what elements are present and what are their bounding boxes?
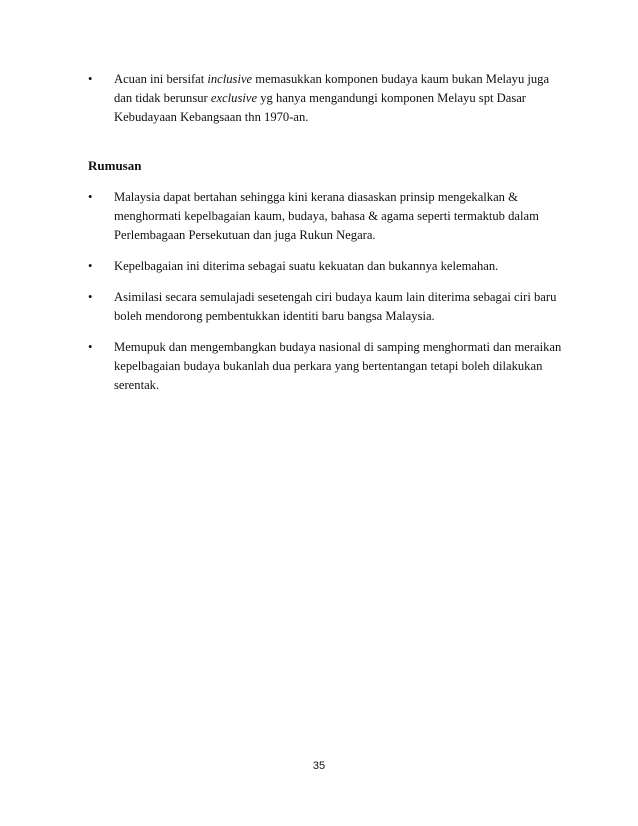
section-heading: Rumusan xyxy=(88,158,142,173)
bullet-text: Malaysia dapat bertahan sehingga kini kerana diasaskan prinsip mengekalkan & menghormati kepelbagaian kaum, budaya, bahasa & agama seperti termaktub dalam Perlembagaan Persekutuan dan juga Rukun Negara. xyxy=(114,190,539,242)
list-item xyxy=(88,257,568,276)
summary-bullet-list xyxy=(88,188,568,407)
text-segment: Acuan ini bersifat xyxy=(114,72,208,86)
list-item xyxy=(88,70,568,127)
bullet-icon: • xyxy=(88,259,93,273)
italic-term: exclusive xyxy=(210,91,258,105)
bullet-text: Asimilasi secara semulajadi sesetengah ciri budaya kaum lain diterima sebagai ciri baru boleh mendorong pembentukkan identiti baru bangsa Malaysia. xyxy=(114,290,557,323)
intro-bullet-list xyxy=(88,70,568,139)
page-number: 35 xyxy=(312,760,326,772)
italic-term: inclusive xyxy=(207,72,253,86)
text-segment: yg hanya mengandungi komponen Melayu spt Dasar Kebudayaan Kebangsaan thn 1970-an. xyxy=(114,91,527,124)
bullet-icon: • xyxy=(88,340,93,354)
list-item xyxy=(88,288,568,326)
bullet-text: Memupuk dan mengembangkan budaya nasional di samping menghormati dan meraikan kepelbagaian budaya bukanlah dua perkara yang bertentangan tetapi boleh dilakukan serentak. xyxy=(114,340,562,392)
text-segment: memasukkan komponen budaya kaum bukan Melayu juga dan tidak berunsur xyxy=(114,72,550,105)
bullet-text: Kepelbagaian ini diterima sebagai suatu kekuatan dan bukannya kelemahan. xyxy=(114,259,499,273)
bullet-icon: • xyxy=(88,290,93,304)
bullet-icon: • xyxy=(88,72,93,86)
list-item xyxy=(88,338,568,395)
list-item xyxy=(88,188,568,245)
bullet-text xyxy=(114,72,549,124)
bullet-icon: • xyxy=(88,190,93,204)
